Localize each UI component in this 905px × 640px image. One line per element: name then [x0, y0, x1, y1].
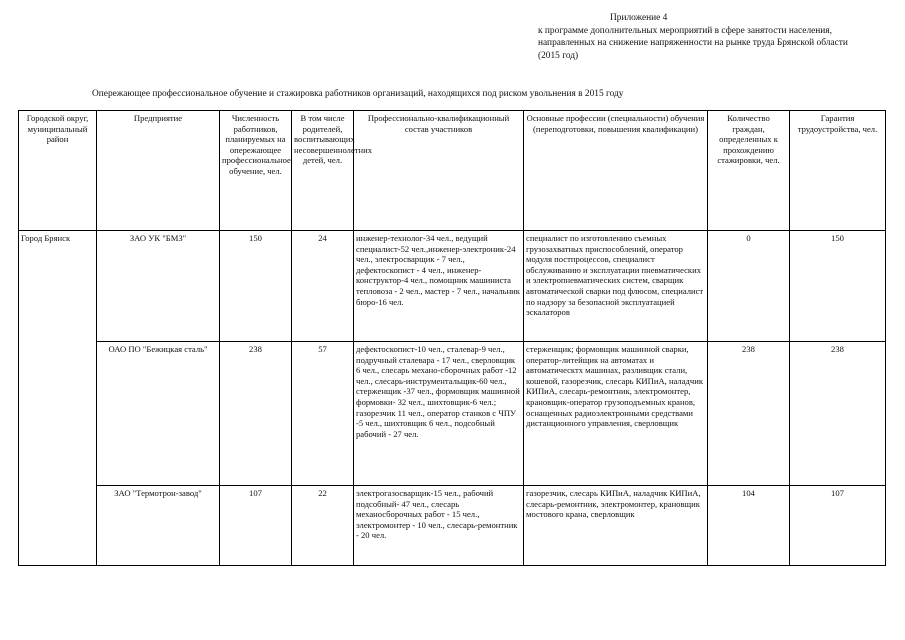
professions-cell: стерженщик; формовщик машинной сварки, оператор-литейщик на автоматах и автоматическтх машинах, разливщик стали, кошевой, газорезчик, слесарь КИПиА, наладчик КИПиА, слесарь-ремонтник, электромонтер, крановщик-оператор грузоподъемных кранов, оснащенных радиоэлектронными средствами дистанционного управления, сверловщик	[524, 342, 708, 486]
header-parents: В том числе родителей, воспитывающих несовершеннолетних детей, чел.	[292, 111, 354, 231]
composition-cell: инженер-технолог-34 чел., ведущий специалист-52 чел.,инженер-электроник-24 чел., электросварщик - 7 чел., дефектоскопист - 4 чел., инженер-конструктор-4 чел., помощник машиниста тепловоза - 2 чел., мастер - 7 чел., начальник бюро-16 чел.	[354, 231, 524, 342]
table-row	[19, 342, 886, 486]
header-internship: Количество граждан, определенных к прохождению стажировки, чел.	[708, 111, 790, 231]
appendix-line-3: (2015 год)	[538, 50, 579, 61]
parents-cell: 57	[292, 342, 354, 486]
appendix-title: Приложение 4	[610, 13, 668, 23]
composition-cell: электрогазосварщик-15 чел., рабочий подсобный- 47 чел., слесарь механосборочных работ - 15 чел., электромонтер - 10 чел., слесарь-ремонтник - 20 чел.	[354, 486, 524, 566]
table-row	[19, 231, 886, 342]
appendix-block	[538, 12, 878, 62]
enterprise-cell: ЗАО УК "БМЗ"	[97, 231, 220, 342]
planned-cell: 107	[220, 486, 292, 566]
header-professions: Основные профессии (специальности) обучения (переподготовки, повышения квалификации)	[524, 111, 708, 231]
enterprise-cell: ЗАО "Термотрон-завод"	[97, 486, 220, 566]
table-row	[19, 486, 886, 566]
internship-cell: 238	[708, 342, 790, 486]
internship-cell: 0	[708, 231, 790, 342]
planned-cell: 150	[220, 231, 292, 342]
internship-cell: 104	[708, 486, 790, 566]
enterprise-cell: ОАО ПО "Бежицкая сталь"	[97, 342, 220, 486]
table-header-row	[19, 111, 886, 231]
professions-cell: специалист по изготовлению съемных грузозахватных приспособлений, оператор модуля постпроцессов, специалист обслуживанию и эксплуатации пневматических и электропневматических систем, сварщик автоматической сварки под флюсом, специалист по надзору за безопасной эксплуатацией эскалаторов	[524, 231, 708, 342]
planned-cell: 238	[220, 342, 292, 486]
professions-cell: газорезчик, слесарь КИПиА, наладчик КИПиА, слесарь-ремонтник, электромонтер, крановщик мостового крана, сверловщик	[524, 486, 708, 566]
guarantee-cell: 107	[790, 486, 886, 566]
composition-cell: дефектоскопист-10 чел., сталевар-9 чел., подручный сталевара - 17 чел., сверловщик 6 чел., слесарь механо-сборочных работ -12 чел., слесарь-инструментальщик-60 чел., стерженщик -37 чел., формовщик машинной формовки- 32 чел., шихтовщик-6 чел.; газорезчик 11 чел., оператор станков с ЧПУ -5 чел., шихтовщик 6 чел., подсобный рабочий - 27 чел.	[354, 342, 524, 486]
guarantee-cell: 150	[790, 231, 886, 342]
district-cell: Город Брянск	[19, 231, 97, 566]
parents-cell: 24	[292, 231, 354, 342]
header-planned: Численность работников, планируемых на опережающее профессиональное обучение, чел.	[220, 111, 292, 231]
header-district: Городской округ, муниципальный район	[19, 111, 97, 231]
header-enterprise: Предприятие	[97, 111, 220, 231]
parents-cell: 22	[292, 486, 354, 566]
header-composition: Профессионально-квалификационный состав участников	[354, 111, 524, 231]
guarantee-cell: 238	[790, 342, 886, 486]
appendix-line-1: к программе дополнительных мероприятий в сфере занятости населения,	[538, 25, 832, 36]
training-table	[18, 110, 886, 566]
appendix-line-2: направленных на снижение напряженности на рынке труда Брянской области	[538, 38, 848, 49]
header-guarantee: Гарантия трудоустройства, чел.	[790, 111, 886, 231]
document-heading: Опережающее профессиональное обучение и стажировка работников организаций, находящихся под риском увольнения в 2015 году	[92, 89, 624, 99]
